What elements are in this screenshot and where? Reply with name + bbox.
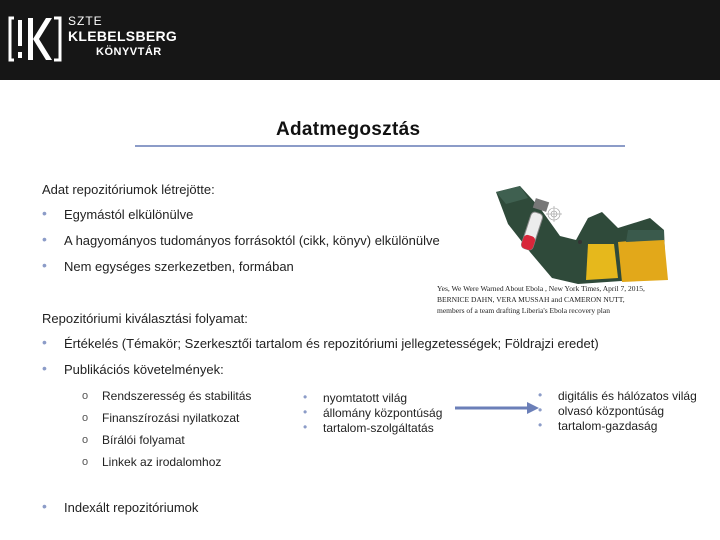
bullet-icon: •	[538, 388, 543, 402]
image-caption	[437, 283, 720, 316]
bullet-icon: •	[42, 334, 47, 350]
selection-bullet-list	[42, 334, 599, 387]
services-left-list	[303, 390, 443, 436]
list-item-text: Nem egységes szerkezetben, formában	[64, 259, 294, 274]
list-item-text: Értékelés (Témakör; Szerkesztői tartalom és repozitóriumi jellegzetességek; Földrajzi eredet)	[64, 336, 599, 351]
bullet-icon: •	[42, 360, 47, 376]
circle-bullet-icon: o	[82, 412, 89, 424]
caption-line: Yes, We Were Warned About Ebola , New York Times, April 7, 2015,	[437, 284, 645, 293]
bullet-icon: •	[303, 405, 308, 419]
list-item	[42, 257, 440, 284]
circle-bullet-icon: o	[82, 434, 89, 446]
list-item-text: Rendszeresség és stabilitás	[102, 389, 252, 403]
list-item	[538, 418, 697, 434]
intro-line	[42, 182, 215, 197]
list-item	[42, 334, 599, 361]
list-item	[303, 420, 442, 436]
list-item-text: A hagyományos tudományos forrásoktól (cikk, könyv) elkülönülve	[64, 233, 440, 248]
caption-line: BERNICE DAHN, VERA MUSSAH and CAMERON NUTT,	[437, 295, 625, 304]
list-item-text: állomány központúság	[323, 406, 443, 420]
list-item	[42, 231, 440, 258]
circle-bullet-icon: o	[82, 390, 89, 402]
list-item	[42, 360, 599, 387]
requirements-list	[82, 388, 252, 476]
list-item-text: Bírálói folyamat	[102, 433, 185, 447]
library-logo-icon	[8, 14, 62, 64]
logo-line-szte: SZTE	[68, 14, 103, 28]
transition-arrow-icon	[455, 400, 539, 416]
bullet-icon: •	[42, 498, 47, 514]
list-item	[82, 410, 251, 432]
list-item	[42, 498, 199, 517]
slide-title: Adatmegosztás	[276, 119, 421, 140]
circle-bullet-icon: o	[82, 456, 89, 468]
logo-line-klebelsberg: KLEBELSBERG	[68, 28, 178, 44]
indexed-bullet-list	[42, 498, 199, 517]
list-item	[303, 390, 442, 406]
list-item	[82, 454, 251, 476]
intro-bold: Adat repozitóriumok	[42, 182, 158, 197]
list-item-text: tartalom-szolgáltatás	[323, 421, 434, 435]
gloved-hand-test-tube-illustration	[468, 178, 678, 290]
list-item-text: digitális és hálózatos világ	[558, 389, 697, 403]
bullet-icon: •	[303, 420, 308, 434]
list-item	[303, 405, 443, 421]
bullet-icon: •	[42, 205, 47, 221]
list-item	[42, 205, 440, 232]
list-item	[82, 388, 252, 410]
bullet-icon: •	[538, 403, 543, 417]
list-item-text: Egymástól elkülönülve	[64, 207, 194, 222]
header-band	[0, 0, 720, 80]
bullet-icon: •	[303, 390, 308, 404]
title-underline	[135, 145, 625, 147]
list-item-text: Linkek az irodalomhoz	[102, 455, 222, 469]
list-item-text: Publikációs követelmények:	[64, 362, 224, 377]
services-right-list	[538, 388, 697, 434]
selection-process-label: Repozitóriumi kiválasztási folyamat:	[42, 311, 248, 326]
list-item	[538, 388, 697, 404]
intro-bullet-list	[42, 205, 440, 284]
list-item-text: olvasó központúság	[558, 404, 665, 418]
intro-rest: létrejötte:	[157, 182, 215, 197]
list-item-text: nyomtatott világ	[323, 391, 408, 405]
bullet-icon: •	[42, 231, 47, 247]
list-item-text: Indexált repozitóriumok	[64, 500, 199, 515]
caption-line: members of a team drafting Liberia's Ebola recovery plan	[437, 306, 610, 315]
list-item-text: tartalom-gazdaság	[558, 419, 658, 433]
list-item-text: Finanszírozási nyilatkozat	[102, 411, 240, 425]
bullet-icon: •	[42, 257, 47, 273]
logo-wordmark	[68, 14, 177, 59]
logo-line-konyvtar: KÖNYVTÁR	[96, 46, 162, 58]
list-item	[538, 403, 697, 419]
bullet-icon: •	[538, 418, 543, 432]
list-item	[82, 432, 251, 454]
